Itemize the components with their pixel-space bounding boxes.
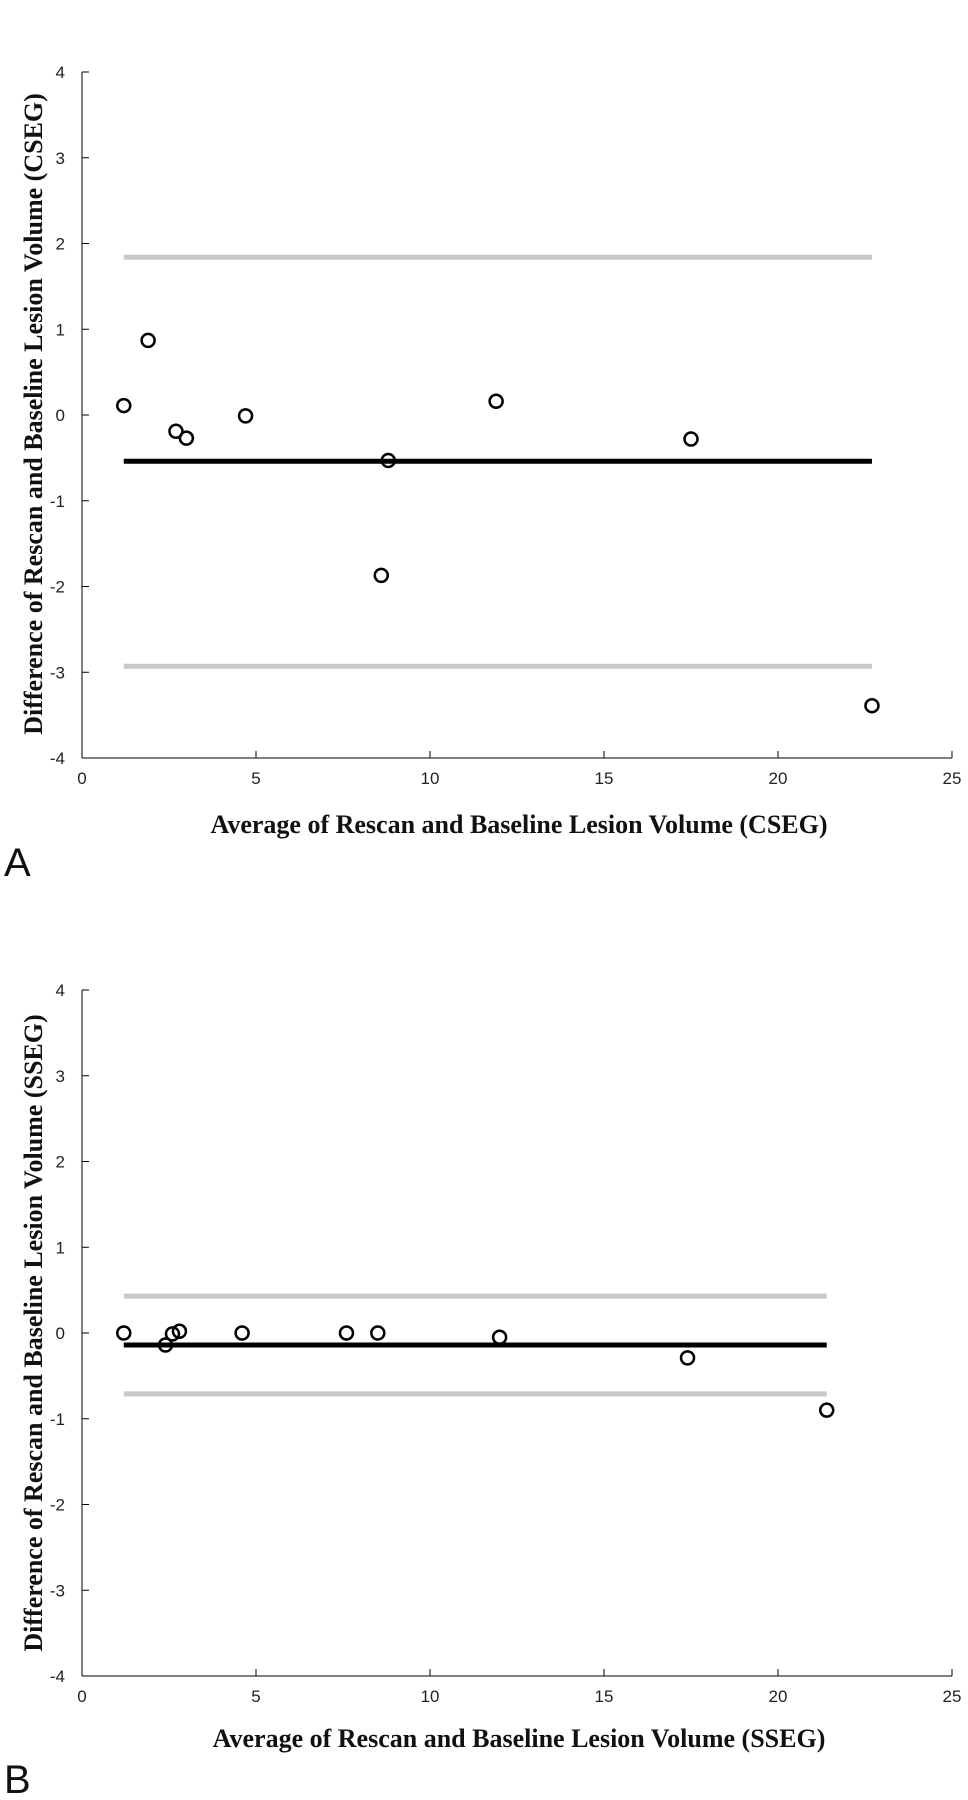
y-tick-label: 3 (55, 148, 65, 168)
y-tick-label: 0 (55, 406, 65, 425)
data-points (117, 334, 878, 712)
x-tick-label: 25 (942, 1687, 962, 1706)
y-tick-label: -1 (49, 1409, 65, 1429)
y-tick-label: 4 (55, 981, 65, 1000)
x-tick-label: 0 (77, 769, 87, 788)
data-points (117, 1325, 833, 1417)
data-point (865, 699, 878, 712)
data-point (340, 1327, 353, 1340)
data-point (236, 1327, 249, 1340)
y-tick-label: -2 (49, 1495, 65, 1515)
data-point (375, 569, 388, 582)
y-tick-label: -3 (49, 1581, 65, 1601)
data-point (490, 395, 503, 408)
data-point (685, 433, 698, 446)
data-point (493, 1331, 506, 1344)
y-axis-label: Difference of Rescan and Baseline Lesion Volume (CSEG) (19, 93, 48, 735)
data-point (820, 1404, 833, 1417)
x-axis-label: Average of Rescan and Baseline Lesion Volume (SSEG) (212, 1724, 826, 1753)
axes (50, 63, 962, 788)
x-tick-label: 5 (251, 769, 261, 788)
y-tick-label: 4 (55, 63, 65, 82)
x-tick-label: 5 (251, 1687, 261, 1706)
x-tick-label: 25 (942, 769, 962, 788)
y-tick-label: 1 (55, 320, 65, 340)
panel-a (4, 63, 961, 885)
data-point (239, 409, 252, 422)
y-tick-label: -2 (49, 577, 65, 597)
data-point (117, 399, 130, 412)
panel-label: A (4, 841, 31, 885)
y-tick-label: -4 (49, 1667, 65, 1686)
x-axis-label: Average of Rescan and Baseline Lesion Volume (CSEG) (210, 810, 828, 839)
x-tick-label: 10 (420, 1687, 440, 1706)
y-tick-label: 0 (55, 1324, 65, 1343)
y-tick-label: 2 (55, 234, 65, 254)
panel-b (4, 981, 961, 1800)
y-axis-label: Difference of Rescan and Baseline Lesion Volume (SSEG) (19, 1014, 48, 1652)
data-point (180, 432, 193, 445)
x-tick-label: 15 (594, 769, 614, 788)
y-tick-label: -1 (49, 491, 65, 511)
x-tick-label: 15 (594, 1687, 614, 1706)
y-tick-label: -4 (49, 749, 65, 768)
y-tick-label: -3 (49, 663, 65, 683)
y-tick-label: 3 (55, 1066, 65, 1086)
panel-label: B (4, 1758, 31, 1800)
data-point (142, 334, 155, 347)
x-tick-label: 0 (77, 1687, 87, 1706)
y-tick-label: 1 (55, 1238, 65, 1258)
x-tick-label: 10 (420, 769, 440, 788)
data-point (117, 1327, 130, 1340)
x-tick-label: 20 (768, 1687, 788, 1706)
data-point (371, 1327, 384, 1340)
data-point (681, 1351, 694, 1364)
y-tick-label: 2 (55, 1152, 65, 1172)
x-tick-label: 20 (768, 769, 788, 788)
